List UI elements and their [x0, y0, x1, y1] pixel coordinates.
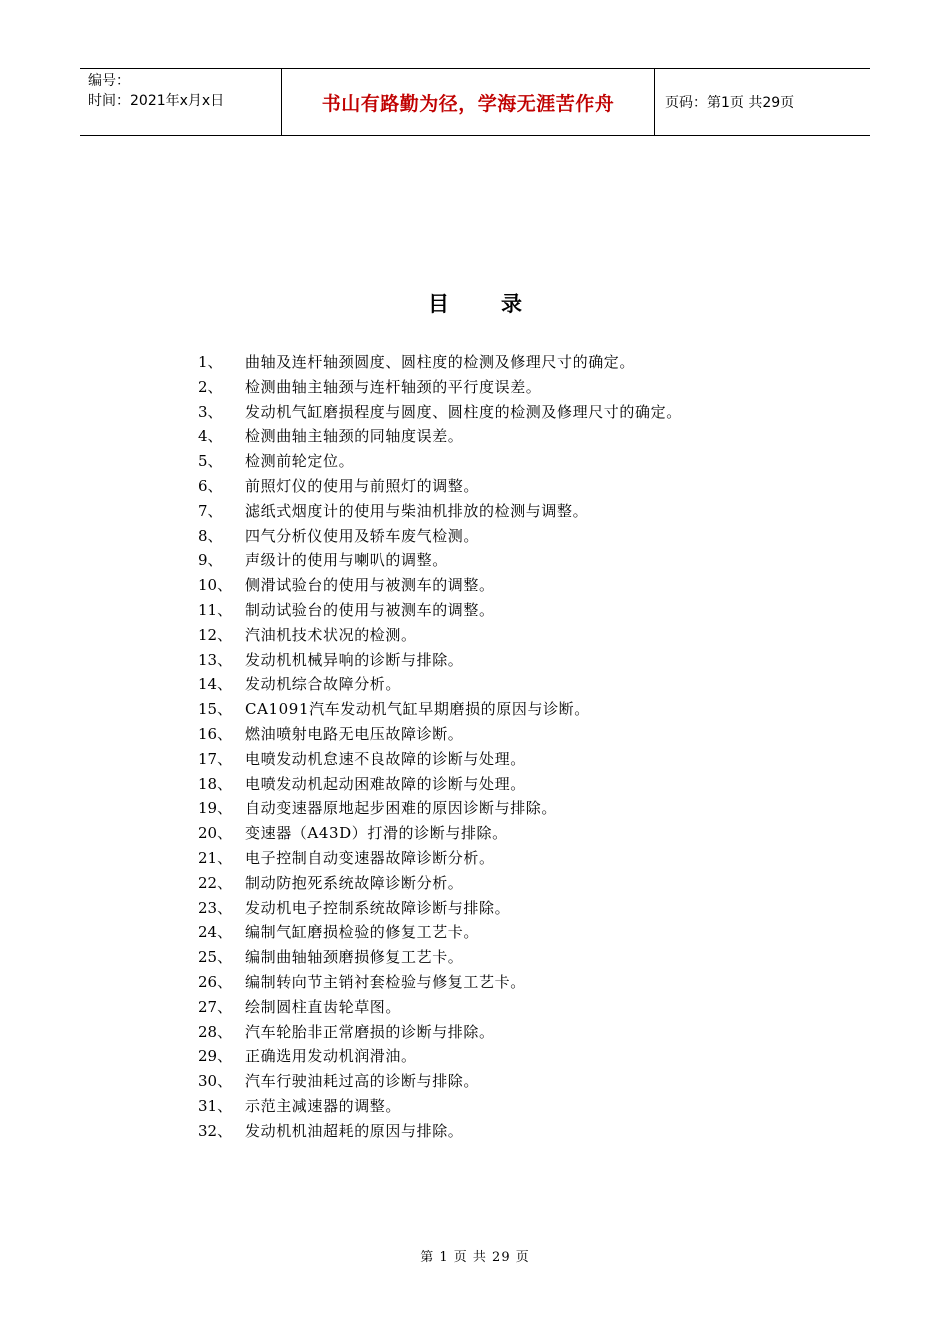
- toc-item-text: 燃油喷射电路无电压故障诊断。: [245, 724, 464, 743]
- toc-item-number: 23、: [198, 898, 233, 917]
- toc-item-text: 编制转向节主销衬套检验与修复工艺卡。: [245, 972, 526, 991]
- toc-item-text: 电喷发动机怠速不良故障的诊断与处理。: [245, 749, 526, 768]
- toc-item-text: 正确选用发动机润滑油。: [245, 1047, 417, 1066]
- time-label: 时间：2021年x月x日: [88, 93, 225, 109]
- toc-item: [198, 375, 682, 400]
- toc-item: [198, 945, 682, 970]
- toc-item-number: 7、: [198, 501, 223, 520]
- toc-item-number: 28、: [198, 1022, 233, 1041]
- header-meta-cell: [80, 69, 282, 135]
- toc-item-text: 四气分析仪使用及轿车废气检测。: [245, 526, 480, 545]
- toc-item-text: 曲轴及连杆轴颈圆度、圆柱度的检测及修理尺寸的确定。: [245, 353, 636, 371]
- toc-item-number: 27、: [198, 997, 233, 1016]
- toc-item: [198, 970, 682, 995]
- toc-item-number: 11、: [198, 600, 233, 619]
- toc-list: [198, 350, 682, 1144]
- toc-item-text: 侧滑试验台的使用与被测车的调整。: [245, 576, 495, 595]
- toc-item-number: 18、: [198, 774, 233, 793]
- toc-item: [198, 846, 682, 871]
- toc-item-number: 30、: [198, 1072, 233, 1091]
- toc-item: [198, 548, 682, 573]
- toc-item-text: 汽车轮胎非正常磨损的诊断与排除。: [245, 1022, 495, 1041]
- toc-item-number: 13、: [198, 650, 233, 669]
- toc-item: [198, 896, 682, 921]
- toc-item: [198, 672, 682, 697]
- toc-item-text: 制动防抱死系统故障诊断分析。: [245, 873, 464, 892]
- toc-item-text: 编制曲轴轴颈磨损修复工艺卡。: [245, 948, 464, 967]
- toc-item-number: 8、: [198, 526, 223, 545]
- toc-item: [198, 772, 682, 797]
- toc-item-number: 31、: [198, 1096, 233, 1115]
- header-table: [80, 68, 870, 136]
- toc-item-text: 汽油机技术状况的检测。: [245, 625, 417, 644]
- toc-item-text: 发动机综合故障分析。: [245, 675, 402, 694]
- toc-item-text: CA1091汽车发动机气缸早期磨损的原因与诊断。: [245, 700, 590, 719]
- toc-item-text: 检测前轮定位。: [245, 452, 355, 471]
- toc-item-text: 绘制圆柱直齿轮草图。: [245, 997, 402, 1016]
- toc-item: [198, 573, 682, 598]
- toc-item-number: 22、: [198, 873, 233, 892]
- toc-item-text: 发动机电子控制系统故障诊断与排除。: [245, 898, 511, 917]
- toc-item-number: 26、: [198, 972, 233, 991]
- toc-item-number: 4、: [198, 427, 223, 446]
- page-footer: 第 1 页 共 29 页: [420, 1250, 530, 1265]
- toc-item-number: 25、: [198, 948, 233, 967]
- toc-item: [198, 1069, 682, 1094]
- header-page-cell: [655, 69, 870, 135]
- toc-item-number: 5、: [198, 452, 223, 471]
- toc-item: [198, 920, 682, 945]
- toc-item-number: 15、: [198, 700, 233, 719]
- toc-item: [198, 722, 682, 747]
- toc-item-text: 变速器（A43D）打滑的诊断与排除。: [245, 824, 508, 843]
- toc-item: [198, 499, 682, 524]
- toc-item-number: 17、: [198, 749, 233, 768]
- toc-item: [198, 524, 682, 549]
- toc-item: [198, 1044, 682, 1069]
- toc-item: [198, 400, 682, 425]
- toc-item-text: 编制气缸磨损检验的修复工艺卡。: [245, 923, 480, 942]
- toc-item-text: 发动机机油超耗的原因与排除。: [245, 1121, 464, 1140]
- header-motto-cell: [282, 69, 655, 135]
- toc-item: [198, 449, 682, 474]
- number-label: 编号：: [88, 73, 130, 89]
- toc-item-number: 9、: [198, 551, 223, 570]
- page-info: 页码：第1页 共29页: [665, 95, 795, 111]
- toc-title: 目录: [428, 291, 574, 316]
- toc-item-text: 汽车行驶油耗过高的诊断与排除。: [245, 1072, 480, 1091]
- toc-item-number: 6、: [198, 476, 223, 495]
- toc-item-number: 20、: [198, 824, 233, 843]
- toc-item-text: 滤纸式烟度计的使用与柴油机排放的检测与调整。: [245, 501, 589, 520]
- toc-item-number: 19、: [198, 799, 233, 818]
- toc-item-number: 3、: [198, 402, 223, 421]
- toc-item-number: 16、: [198, 724, 233, 743]
- toc-item-number: 21、: [198, 848, 233, 867]
- toc-item-text: 发动机气缸磨损程度与圆度、圆柱度的检测及修理尺寸的确定。: [245, 402, 682, 421]
- toc-item-text: 电子控制自动变速器故障诊断分析。: [245, 848, 495, 867]
- toc-item-text: 发动机机械异响的诊断与排除。: [245, 650, 464, 669]
- motto-text: 书山有路勤为径，学海无涯苦作舟: [321, 92, 615, 115]
- toc-item: [198, 995, 682, 1020]
- toc-item-number: 1、: [198, 353, 223, 371]
- toc-item: [198, 1119, 682, 1144]
- toc-item: [198, 821, 682, 846]
- toc-item: [198, 598, 682, 623]
- toc-item-text: 检测曲轴主轴颈的同轴度误差。: [245, 427, 464, 446]
- toc-item: [198, 697, 682, 722]
- toc-item-text: 前照灯仪的使用与前照灯的调整。: [245, 476, 480, 495]
- toc-item-text: 自动变速器原地起步困难的原因诊断与排除。: [245, 799, 558, 818]
- toc-item: [198, 648, 682, 673]
- toc-item-number: 10、: [198, 576, 233, 595]
- toc-item: [198, 871, 682, 896]
- toc-item: [198, 1094, 682, 1119]
- toc-item: [198, 424, 682, 449]
- toc-item: [198, 350, 682, 375]
- toc-item-number: 24、: [198, 923, 233, 942]
- toc-item-text: 示范主减速器的调整。: [245, 1096, 402, 1115]
- toc-item: [198, 1020, 682, 1045]
- toc-item-number: 14、: [198, 675, 233, 694]
- toc-item: [198, 796, 682, 821]
- toc-item-text: 检测曲轴主轴颈与连杆轴颈的平行度误差。: [245, 377, 542, 396]
- toc-item: [198, 747, 682, 772]
- toc-item-text: 声级计的使用与喇叭的调整。: [245, 551, 448, 570]
- toc-item: [198, 623, 682, 648]
- toc-item: [198, 474, 682, 499]
- toc-item-text: 制动试验台的使用与被测车的调整。: [245, 600, 495, 619]
- toc-item-number: 2、: [198, 377, 223, 396]
- toc-item-number: 32、: [198, 1121, 233, 1140]
- toc-item-text: 电喷发动机起动困难故障的诊断与处理。: [245, 774, 526, 793]
- toc-item-number: 29、: [198, 1047, 233, 1066]
- toc-item-number: 12、: [198, 625, 233, 644]
